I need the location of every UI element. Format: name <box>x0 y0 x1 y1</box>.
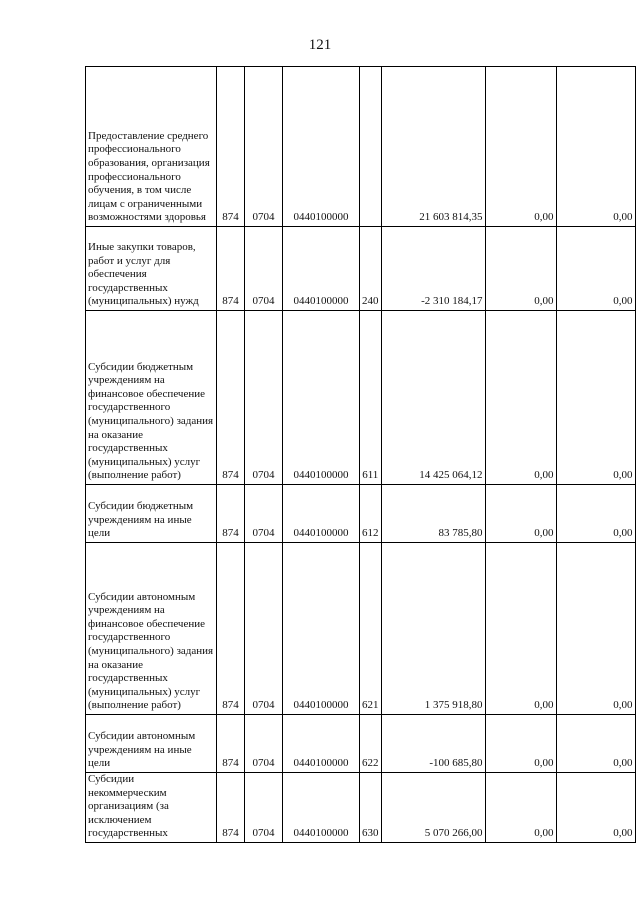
amount-cell: 21 603 814,35 <box>381 67 485 227</box>
amount-year3-cell: 0,00 <box>556 543 635 715</box>
expense-type-code: 622 <box>360 715 382 773</box>
table-row <box>86 485 636 543</box>
ministry-code: 874 <box>217 227 245 311</box>
table-row <box>86 67 636 227</box>
target-article-code: 0440100000 <box>283 311 360 485</box>
amount-cell: 83 785,80 <box>381 485 485 543</box>
table-row <box>86 715 636 773</box>
ministry-code: 874 <box>217 67 245 227</box>
row-name: Иные закупки товаров, работ и услуг для обеспечения государственных (муниципальных) нужд <box>86 227 217 311</box>
row-name: Субсидии некоммерческим организациям (за исключением государственных <box>86 773 217 843</box>
table-row <box>86 227 636 311</box>
section-code: 0704 <box>245 227 283 311</box>
section-code: 0704 <box>245 773 283 843</box>
row-name: Субсидии бюджетным учреждениям на финансовое обеспечение государственного (муниципального) задания на оказание государственных (муниципальных) услуг (выполнение работ) <box>86 311 217 485</box>
amount-year3-cell: 0,00 <box>556 773 635 843</box>
amount-cell: 14 425 064,12 <box>381 311 485 485</box>
ministry-code: 874 <box>217 543 245 715</box>
amount-year2-cell: 0,00 <box>485 311 556 485</box>
amount-year2-cell: 0,00 <box>485 67 556 227</box>
expense-type-code: 621 <box>360 543 382 715</box>
amount-year3-cell: 0,00 <box>556 67 635 227</box>
amount-cell: -100 685,80 <box>381 715 485 773</box>
amount-year3-cell: 0,00 <box>556 311 635 485</box>
ministry-code: 874 <box>217 485 245 543</box>
row-name: Субсидии бюджетным учреждениям на иные цели <box>86 485 217 543</box>
amount-cell: 1 375 918,80 <box>381 543 485 715</box>
amount-year2-cell: 0,00 <box>485 227 556 311</box>
amount-cell: -2 310 184,17 <box>381 227 485 311</box>
section-code: 0704 <box>245 311 283 485</box>
expense-type-code: 612 <box>360 485 382 543</box>
budget-table <box>85 66 636 843</box>
row-name: Субсидии автономным учреждениям на финансовое обеспечение государственного (муниципального) задания на оказание государственных (муниципальных) услуг (выполнение работ) <box>86 543 217 715</box>
target-article-code: 0440100000 <box>283 543 360 715</box>
target-article-code: 0440100000 <box>283 67 360 227</box>
target-article-code: 0440100000 <box>283 485 360 543</box>
expense-type-code: 630 <box>360 773 382 843</box>
table-row <box>86 311 636 485</box>
ministry-code: 874 <box>217 773 245 843</box>
expense-type-code <box>360 67 382 227</box>
amount-year3-cell: 0,00 <box>556 715 635 773</box>
ministry-code: 874 <box>217 311 245 485</box>
row-name: Предоставление среднего профессионального образования, организация профессионального обучения, в том числе лицам с ограниченными возможностями здоровья <box>86 67 217 227</box>
row-name: Субсидии автономным учреждениям на иные цели <box>86 715 217 773</box>
section-code: 0704 <box>245 485 283 543</box>
table-row <box>86 773 636 843</box>
page-number: 121 <box>308 37 332 53</box>
amount-year2-cell: 0,00 <box>485 543 556 715</box>
amount-cell: 5 070 266,00 <box>381 773 485 843</box>
amount-year3-cell: 0,00 <box>556 485 635 543</box>
amount-year3-cell: 0,00 <box>556 227 635 311</box>
target-article-code: 0440100000 <box>283 773 360 843</box>
target-article-code: 0440100000 <box>283 227 360 311</box>
section-code: 0704 <box>245 715 283 773</box>
section-code: 0704 <box>245 543 283 715</box>
section-code: 0704 <box>245 67 283 227</box>
ministry-code: 874 <box>217 715 245 773</box>
target-article-code: 0440100000 <box>283 715 360 773</box>
expense-type-code: 611 <box>360 311 382 485</box>
amount-year2-cell: 0,00 <box>485 715 556 773</box>
expense-type-code: 240 <box>360 227 382 311</box>
amount-year2-cell: 0,00 <box>485 773 556 843</box>
amount-year2-cell: 0,00 <box>485 485 556 543</box>
table-row <box>86 543 636 715</box>
